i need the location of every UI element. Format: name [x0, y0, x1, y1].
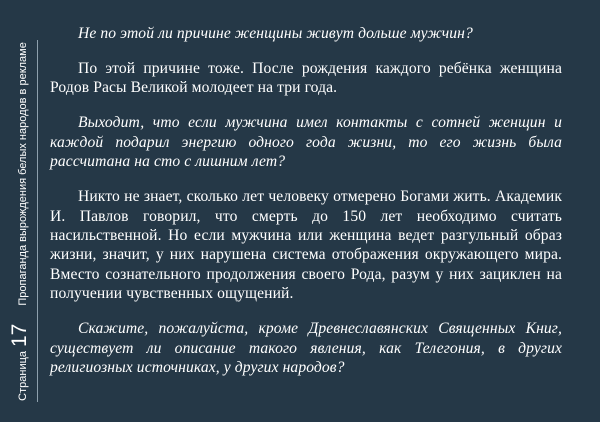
question-paragraph: Скажите, пожалуйста, кроме Древнеславянских Священных Книг, существует ли описание такого явления, как Телегония, в других религиозных источниках, у других народов?: [50, 320, 562, 377]
sidebar: [2, 40, 36, 402]
answer-paragraph: По этой причине тоже. После рождения каждого ребёнка женщина Родов Расы Великой молодеет на три года.: [50, 60, 562, 97]
main-text: [50, 24, 562, 393]
answer-paragraph: Никто не знает, сколько лет человеку отмерено Богами жить. Академик И. Павлов говорил, что смерть до 150 лет необходимо считать насильственной. Но если мужчина или женщина ведет разгульный образ жизни, значит, у них нарушена система отображения окружающего мира. Вместо сознательного продолжения своего Рода, разум у них зациклен на получении чувственных ощущений.: [50, 188, 562, 303]
question-paragraph: Выходит, что если мужчина имел контакты с сотней женщин и каждой подарил энергию одного года жизни, то его жизнь была рассчитана на сто с лишним лет?: [50, 114, 562, 171]
question-paragraph: Не по этой ли причине женщины живут дольше мужчин?: [78, 25, 473, 42]
page-label: Страница: [16, 350, 29, 401]
sidebar-text: [9, 42, 30, 401]
sidebar-divider: [37, 40, 38, 402]
section-title: Пропаганда вырождения белых народов в рекламе: [16, 41, 29, 306]
page-number: 17: [7, 323, 31, 347]
